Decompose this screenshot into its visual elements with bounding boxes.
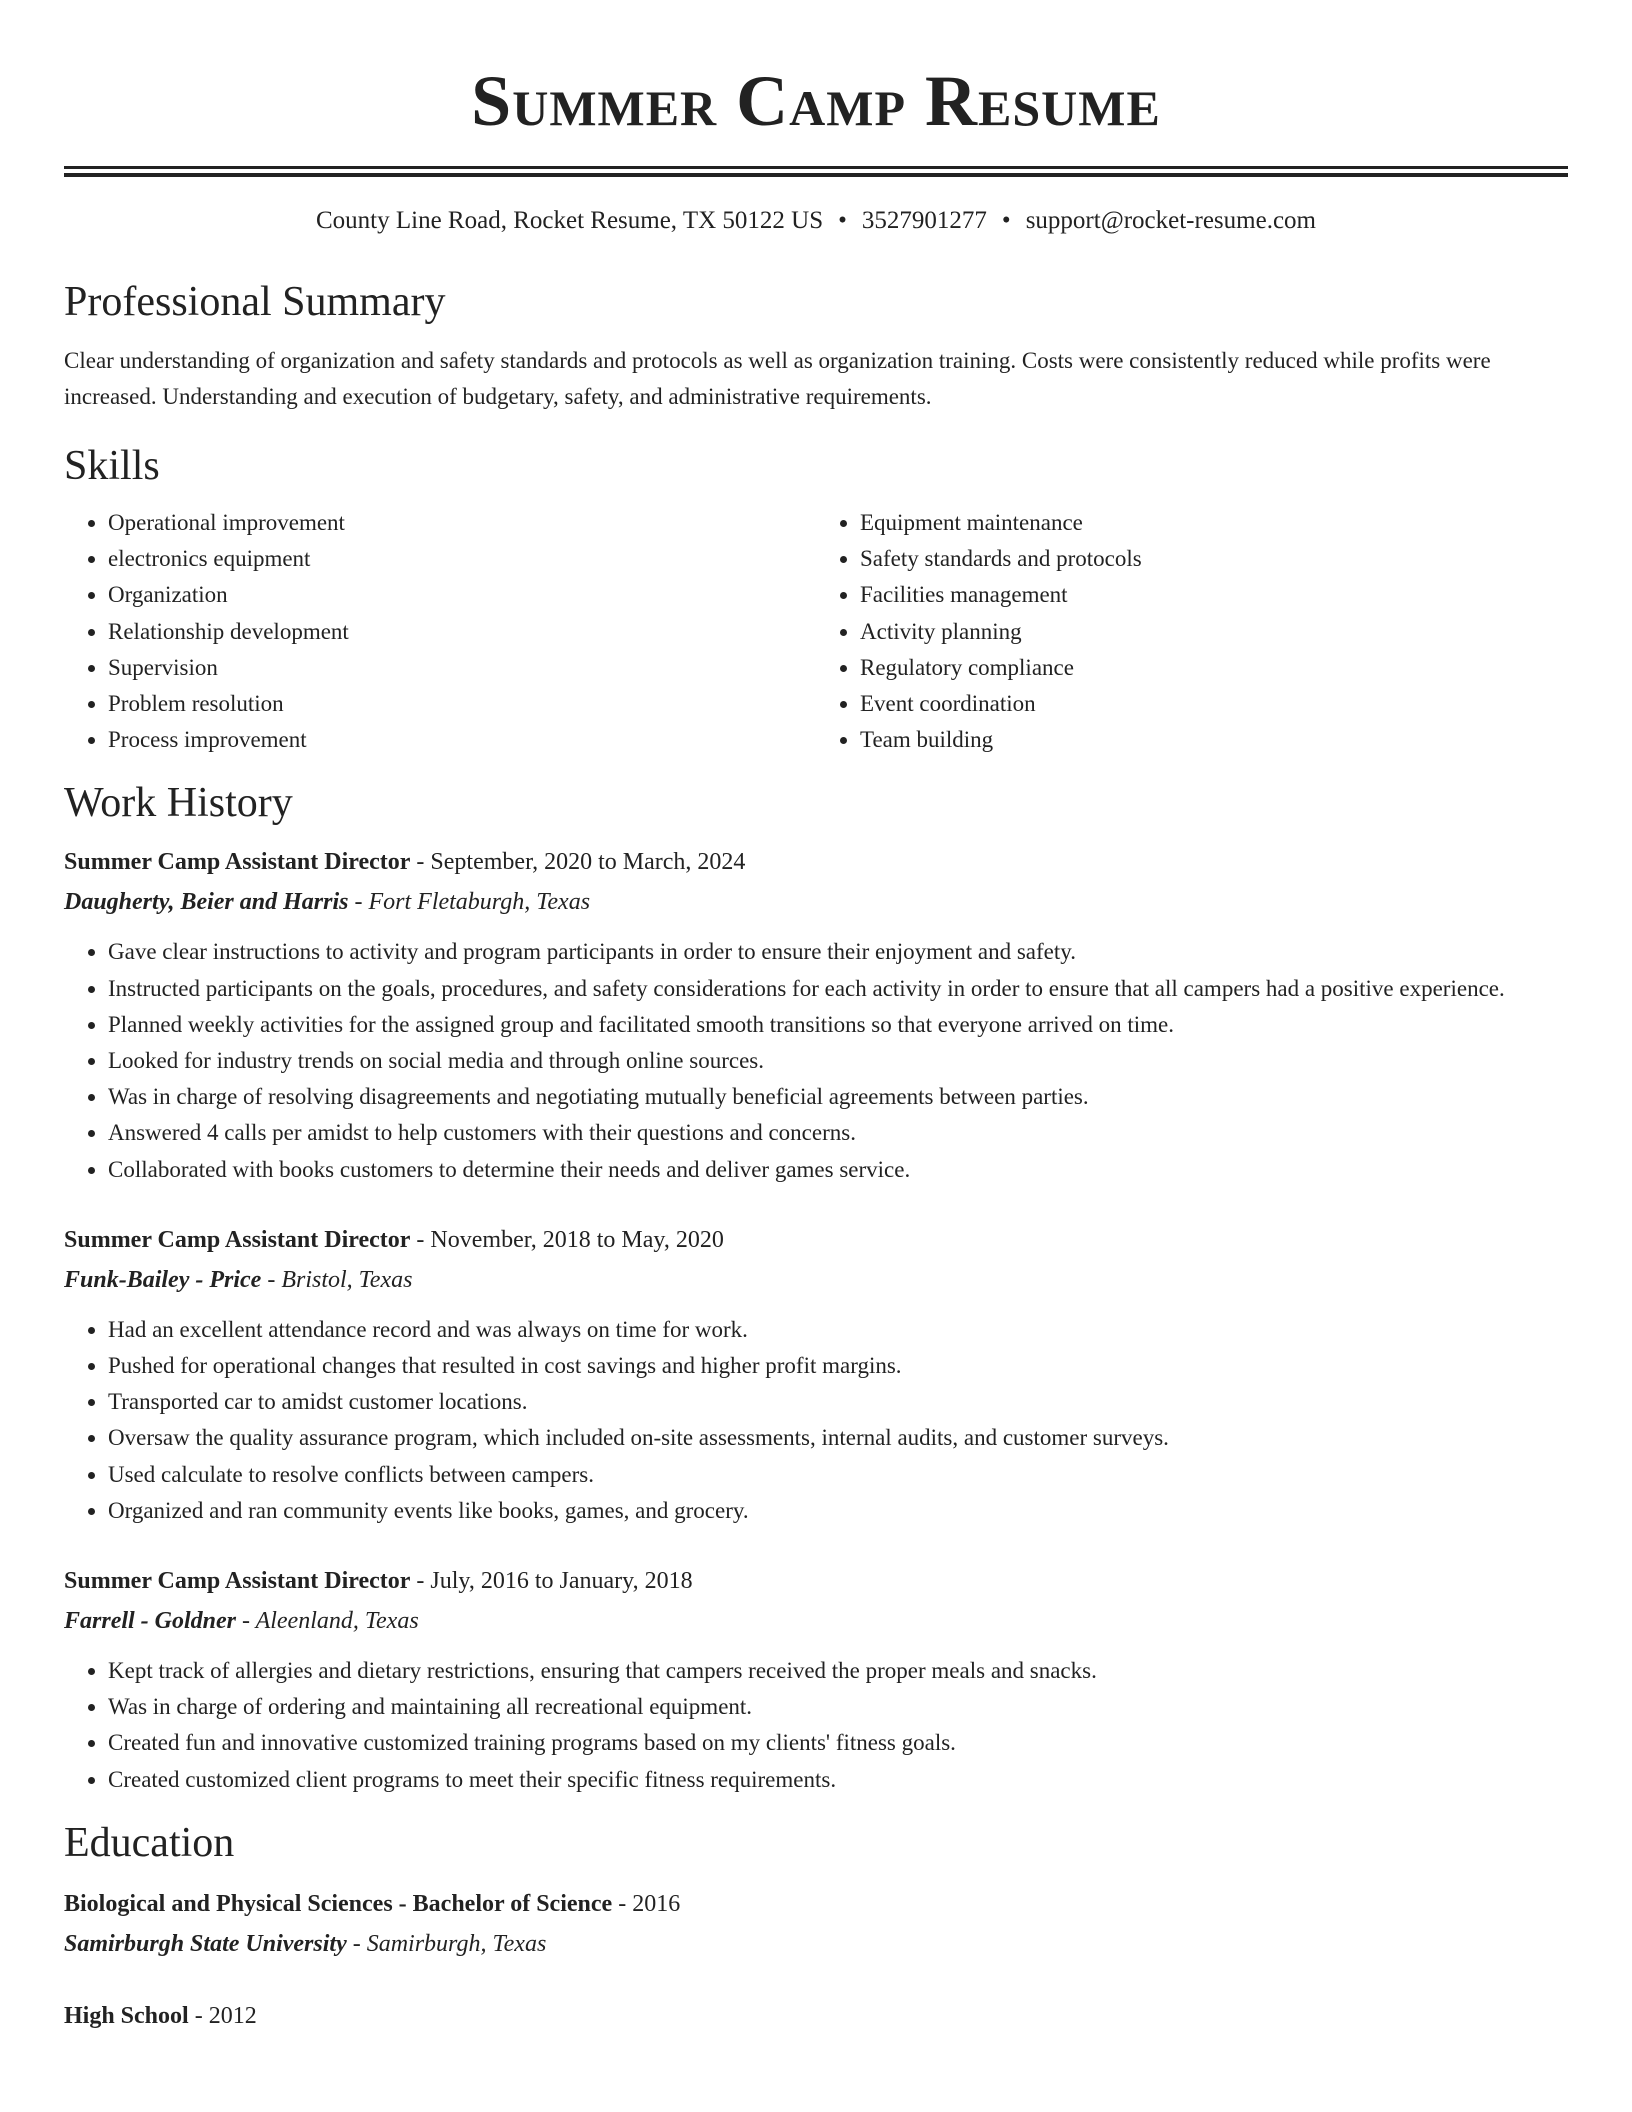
education-degree-line: High School - 2012 <box>64 2002 257 2029</box>
job-entry <box>64 1220 1568 1529</box>
job-title-line: Summer Camp Assistant Director - July, 2016 to January, 2018 <box>64 1568 693 1595</box>
education-entry <box>64 1884 1568 1964</box>
job-bullet: • Used calculate to resolve conflicts between campers. <box>108 1457 1568 1493</box>
contact-email: support@rocket-resume.com <box>1025 207 1316 234</box>
education-year: 2016 <box>632 1890 681 1917</box>
skills-left-column <box>64 505 816 758</box>
job-company-line: Farrell - Goldner - Aleenland, Texas <box>64 1608 419 1635</box>
skill-item: • Operational improvement <box>108 505 816 541</box>
job-bullet: • Pushed for operational changes that resulted in cost savings and higher profit margins. <box>108 1348 1568 1384</box>
job-bullet: • Looked for industry trends on social media and through online sources. <box>108 1043 1568 1079</box>
skill-item: • Event coordination <box>860 686 1568 722</box>
job-company: Daugherty, Beier and Harris <box>64 889 349 916</box>
job-location: Bristol, Texas <box>281 1266 413 1293</box>
skill-item: • Facilities management <box>860 577 1568 613</box>
education-school-line: Samirburgh State University - Samirburgh, Texas <box>64 1930 547 1957</box>
job-bullet-list <box>64 934 1568 1187</box>
job-company-line: Funk-Bailey - Price - Bristol, Texas <box>64 1266 413 1293</box>
job-title-line: Summer Camp Assistant Director - November, 2018 to May, 2020 <box>64 1226 724 1253</box>
job-company-line: Daugherty, Beier and Harris - Fort Fletaburgh, Texas <box>64 889 591 916</box>
job-dates: November, 2018 to May, 2020 <box>430 1226 724 1253</box>
job-role: Summer Camp Assistant Director <box>64 1568 411 1595</box>
job-entry <box>64 842 1568 1187</box>
contact-separator: • <box>1001 207 1011 234</box>
job-bullet: • Kept track of allergies and dietary restrictions, ensuring that campers received the proper meals and snacks. <box>108 1653 1568 1689</box>
job-bullet: • Created customized client programs to meet their specific fitness requirements. <box>108 1762 1568 1798</box>
job-bullet: • Transported car to amidst customer locations. <box>108 1384 1568 1420</box>
job-location: Fort Fletaburgh, Texas <box>368 889 591 916</box>
education-location: Samirburgh, Texas <box>366 1930 547 1957</box>
skill-item: • Safety standards and protocols <box>860 541 1568 577</box>
job-bullet: • Organized and ran community events like books, games, and grocery. <box>108 1493 1568 1529</box>
contact-phone: 3527901277 <box>861 207 987 234</box>
education-degree: High School <box>64 2002 189 2029</box>
job-role: Summer Camp Assistant Director <box>64 1226 411 1253</box>
job-bullet: • Instructed participants on the goals, procedures, and safety considerations for each activity in order to ensure that all campers had a positive experience. <box>108 971 1568 1007</box>
skill-item: • Regulatory compliance <box>860 650 1568 686</box>
skills-grid <box>64 505 1568 758</box>
job-bullet-list <box>64 1312 1568 1529</box>
contact-separator: • <box>838 207 847 234</box>
job-dates: July, 2016 to January, 2018 <box>430 1568 693 1595</box>
job-dates: September, 2020 to March, 2024 <box>430 849 746 876</box>
job-bullet: • Collaborated with books customers to determine their needs and deliver games service. <box>108 1152 1568 1188</box>
job-entry <box>64 1561 1568 1798</box>
contact-address: County Line Road, Rocket Resume, TX 50122 US <box>316 207 824 234</box>
job-role: Summer Camp Assistant Director <box>64 849 411 876</box>
skill-item: • Activity planning <box>860 614 1568 650</box>
summary-text: Clear understanding of organization and safety standards and protocols as well as organization training. Costs were consistently reduced while profits were increased. Understanding and execution of budgetary, safety, and administrative requirements. <box>64 348 1491 409</box>
skill-item: • Supervision <box>108 650 816 686</box>
education-degree: Biological and Physical Sciences - Bachelor of Science <box>64 1890 613 1917</box>
skill-item: • Problem resolution <box>108 686 816 722</box>
education-degree-line: Biological and Physical Sciences - Bachelor of Science - 2016 <box>64 1890 681 1917</box>
education-entry <box>64 1996 1568 2036</box>
skill-item: • Equipment maintenance <box>860 505 1568 541</box>
skill-item: • Process improvement <box>108 722 816 758</box>
education-school: Samirburgh State University <box>64 1930 347 1957</box>
job-bullet: • Oversaw the quality assurance program, which included on-site assessments, internal audits, and customer surveys. <box>108 1420 1568 1456</box>
job-company: Funk-Bailey - Price <box>64 1266 262 1293</box>
work-history-heading: Work History <box>64 780 293 827</box>
education-heading: Education <box>64 1819 235 1866</box>
education-year: 2012 <box>208 2002 257 2029</box>
skills-right-column <box>816 505 1568 758</box>
job-bullet: • Gave clear instructions to activity and program participants in order to ensure their enjoyment and safety. <box>108 934 1568 970</box>
skills-heading: Skills <box>64 443 160 489</box>
job-bullet: • Answered 4 calls per amidst to help customers with their questions and concerns. <box>108 1115 1568 1151</box>
job-title-line: Summer Camp Assistant Director - September, 2020 to March, 2024 <box>64 849 746 876</box>
job-bullet-list <box>64 1653 1568 1798</box>
resume-title: Summer Camp Resume <box>471 61 1161 141</box>
summary-heading: Professional Summary <box>64 279 446 325</box>
title-divider <box>64 166 1568 169</box>
skill-item: • Organization <box>108 577 816 613</box>
job-bullet: • Was in charge of resolving disagreements and negotiating mutually beneficial agreements between parties. <box>108 1079 1568 1115</box>
job-bullet: • Planned weekly activities for the assigned group and facilitated smooth transitions so that everyone arrived on time. <box>108 1007 1568 1043</box>
job-bullet: • Was in charge of ordering and maintaining all recreational equipment. <box>108 1689 1568 1725</box>
skill-item: • electronics equipment <box>108 541 816 577</box>
job-bullet: • Created fun and innovative customized training programs based on my clients' fitness goals. <box>108 1725 1568 1761</box>
job-location: Aleenland, Texas <box>255 1608 419 1635</box>
job-bullet: • Had an excellent attendance record and was always on time for work. <box>108 1312 1568 1348</box>
skill-item: • Team building <box>860 722 1568 758</box>
job-company: Farrell - Goldner <box>64 1608 237 1635</box>
contact-line <box>64 205 1568 237</box>
skill-item: • Relationship development <box>108 614 816 650</box>
